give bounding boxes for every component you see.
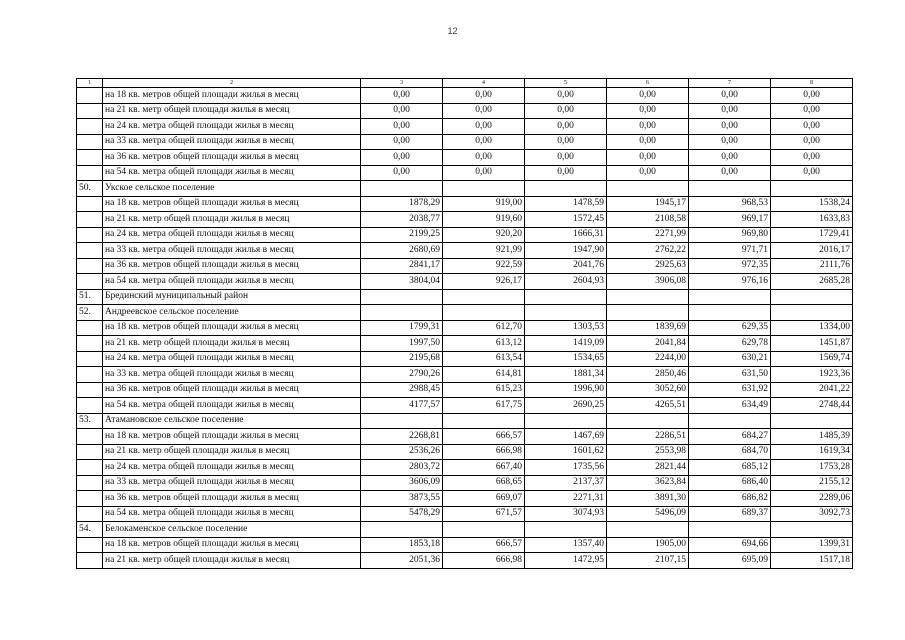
row-number-cell bbox=[77, 227, 103, 243]
row-label-cell: на 24 кв. метра общей площади жилья в месяц bbox=[103, 351, 361, 367]
value-cell-col-5: 0,00 bbox=[525, 165, 607, 181]
value-cell-col-4: 667,40 bbox=[443, 460, 525, 476]
row-label-cell: на 36 кв. метров общей площади жилья в месяц bbox=[103, 491, 361, 507]
value-cell-col-8: 1619,34 bbox=[771, 444, 853, 460]
row-number-cell bbox=[77, 103, 103, 119]
value-cell-col-6 bbox=[607, 413, 689, 429]
row-label-cell: на 33 кв. метра общей площади жилья в месяц bbox=[103, 134, 361, 150]
value-cell-col-8: 1753,28 bbox=[771, 460, 853, 476]
column-number-5: 5 bbox=[525, 79, 607, 88]
value-cell-col-3: 0,00 bbox=[361, 134, 443, 150]
value-cell-col-7: 0,00 bbox=[689, 150, 771, 166]
table-row bbox=[77, 491, 853, 507]
row-label-cell: на 24 кв. метра общей площади жилья в месяц bbox=[103, 460, 361, 476]
value-cell-col-6: 2553,98 bbox=[607, 444, 689, 460]
row-number-cell bbox=[77, 382, 103, 398]
value-cell-col-6 bbox=[607, 181, 689, 197]
row-label-cell: на 36 кв. метров общей площади жилья в месяц bbox=[103, 258, 361, 274]
value-cell-col-3: 5478,29 bbox=[361, 506, 443, 522]
value-cell-col-4: 617,75 bbox=[443, 398, 525, 414]
value-cell-col-3 bbox=[361, 305, 443, 321]
value-cell-col-4: 0,00 bbox=[443, 165, 525, 181]
column-number-1: 1 bbox=[77, 79, 103, 88]
value-cell-col-5: 1419,09 bbox=[525, 336, 607, 352]
row-number-cell bbox=[77, 336, 103, 352]
value-cell-col-3: 2988,45 bbox=[361, 382, 443, 398]
value-cell-col-3: 3873,55 bbox=[361, 491, 443, 507]
value-cell-col-5: 1472,95 bbox=[525, 553, 607, 569]
value-cell-col-6 bbox=[607, 305, 689, 321]
value-cell-col-5: 1996,90 bbox=[525, 382, 607, 398]
value-cell-col-4: 0,00 bbox=[443, 134, 525, 150]
value-cell-col-6 bbox=[607, 289, 689, 305]
value-cell-col-6: 1839,69 bbox=[607, 320, 689, 336]
table-row bbox=[77, 367, 853, 383]
table-row bbox=[77, 227, 853, 243]
value-cell-col-4: 0,00 bbox=[443, 103, 525, 119]
value-cell-col-5: 1572,45 bbox=[525, 212, 607, 228]
value-cell-col-5 bbox=[525, 522, 607, 538]
value-cell-col-3: 2680,69 bbox=[361, 243, 443, 259]
table-row bbox=[77, 134, 853, 150]
row-label-cell: на 36 кв. метров общей площади жилья в месяц bbox=[103, 382, 361, 398]
value-cell-col-5: 0,00 bbox=[525, 103, 607, 119]
row-label-cell: на 24 кв. метра общей площади жилья в месяц bbox=[103, 227, 361, 243]
table-row bbox=[77, 196, 853, 212]
value-cell-col-8 bbox=[771, 181, 853, 197]
value-cell-col-8 bbox=[771, 522, 853, 538]
table-row bbox=[77, 119, 853, 135]
row-label-cell: на 18 кв. метров общей площади жилья в месяц bbox=[103, 429, 361, 445]
row-number-cell bbox=[77, 398, 103, 414]
value-cell-col-3 bbox=[361, 413, 443, 429]
value-cell-col-5: 1357,40 bbox=[525, 537, 607, 553]
value-cell-col-4: 668,65 bbox=[443, 475, 525, 491]
value-cell-col-4: 0,00 bbox=[443, 119, 525, 135]
value-cell-col-6 bbox=[607, 522, 689, 538]
table-row bbox=[77, 274, 853, 290]
row-label-cell: на 54 кв. метра общей площади жилья в месяц bbox=[103, 165, 361, 181]
row-label-cell: на 36 кв. метров общей площади жилья в месяц bbox=[103, 150, 361, 166]
value-cell-col-4 bbox=[443, 522, 525, 538]
row-label-cell: на 21 кв. метр общей площади жилья в месяц bbox=[103, 212, 361, 228]
value-cell-col-3: 3804,04 bbox=[361, 274, 443, 290]
value-cell-col-8: 1729,41 bbox=[771, 227, 853, 243]
row-number-cell bbox=[77, 429, 103, 445]
row-label-cell: на 18 кв. метров общей площади жилья в месяц bbox=[103, 196, 361, 212]
value-cell-col-8 bbox=[771, 305, 853, 321]
column-number-4: 4 bbox=[443, 79, 525, 88]
value-cell-col-3: 2536,26 bbox=[361, 444, 443, 460]
row-number-cell bbox=[77, 537, 103, 553]
value-cell-col-7: 695,09 bbox=[689, 553, 771, 569]
section-title-cell: Укское сельское поселение bbox=[103, 181, 361, 197]
value-cell-col-5: 2041,76 bbox=[525, 258, 607, 274]
row-number-cell bbox=[77, 460, 103, 476]
value-cell-col-7: 0,00 bbox=[689, 165, 771, 181]
value-cell-col-3: 0,00 bbox=[361, 88, 443, 104]
row-number-cell bbox=[77, 506, 103, 522]
value-cell-col-8: 1923,36 bbox=[771, 367, 853, 383]
value-cell-col-6: 0,00 bbox=[607, 103, 689, 119]
value-cell-col-7: 971,71 bbox=[689, 243, 771, 259]
value-cell-col-7: 686,82 bbox=[689, 491, 771, 507]
value-cell-col-8: 2155,12 bbox=[771, 475, 853, 491]
table-row bbox=[77, 553, 853, 569]
value-cell-col-6: 2108,58 bbox=[607, 212, 689, 228]
value-cell-col-4: 919,60 bbox=[443, 212, 525, 228]
value-cell-col-4: 0,00 bbox=[443, 88, 525, 104]
value-cell-col-6: 0,00 bbox=[607, 88, 689, 104]
row-number-cell: 50. bbox=[77, 181, 103, 197]
table-row bbox=[77, 103, 853, 119]
table-row bbox=[77, 165, 853, 181]
value-cell-col-7: 0,00 bbox=[689, 88, 771, 104]
value-cell-col-8: 1538,24 bbox=[771, 196, 853, 212]
value-cell-col-5: 0,00 bbox=[525, 88, 607, 104]
row-number-cell bbox=[77, 444, 103, 460]
value-cell-col-5: 2690,25 bbox=[525, 398, 607, 414]
value-cell-col-6: 2107,15 bbox=[607, 553, 689, 569]
value-cell-col-5: 0,00 bbox=[525, 150, 607, 166]
value-cell-col-6: 2925,63 bbox=[607, 258, 689, 274]
value-cell-col-6: 3052,60 bbox=[607, 382, 689, 398]
row-label-cell: на 21 кв. метр общей площади жилья в месяц bbox=[103, 336, 361, 352]
value-cell-col-7: 631,92 bbox=[689, 382, 771, 398]
table-row bbox=[77, 336, 853, 352]
value-cell-col-8: 1399,31 bbox=[771, 537, 853, 553]
value-cell-col-7: 685,12 bbox=[689, 460, 771, 476]
value-cell-col-6: 0,00 bbox=[607, 165, 689, 181]
row-number-cell: 51. bbox=[77, 289, 103, 305]
value-cell-col-4: 615,23 bbox=[443, 382, 525, 398]
value-cell-col-8: 0,00 bbox=[771, 119, 853, 135]
value-cell-col-6: 2041,84 bbox=[607, 336, 689, 352]
value-cell-col-7: 968,53 bbox=[689, 196, 771, 212]
table-row bbox=[77, 88, 853, 104]
value-cell-col-7: 631,50 bbox=[689, 367, 771, 383]
value-cell-col-3: 0,00 bbox=[361, 150, 443, 166]
value-cell-col-5: 2604,93 bbox=[525, 274, 607, 290]
value-cell-col-3: 2038,77 bbox=[361, 212, 443, 228]
value-cell-col-7: 630,21 bbox=[689, 351, 771, 367]
row-number-cell: 53. bbox=[77, 413, 103, 429]
value-cell-col-6: 0,00 bbox=[607, 119, 689, 135]
table-row bbox=[77, 398, 853, 414]
value-cell-col-7: 689,37 bbox=[689, 506, 771, 522]
value-cell-col-4 bbox=[443, 413, 525, 429]
value-cell-col-7: 694,66 bbox=[689, 537, 771, 553]
value-cell-col-5 bbox=[525, 305, 607, 321]
value-cell-col-8: 2041,22 bbox=[771, 382, 853, 398]
value-cell-col-7: 686,40 bbox=[689, 475, 771, 491]
value-cell-col-3: 2199,25 bbox=[361, 227, 443, 243]
value-cell-col-5: 1735,56 bbox=[525, 460, 607, 476]
row-number-cell bbox=[77, 150, 103, 166]
value-cell-col-5: 1303,53 bbox=[525, 320, 607, 336]
value-cell-col-6: 2244,00 bbox=[607, 351, 689, 367]
value-cell-col-7: 0,00 bbox=[689, 103, 771, 119]
value-cell-col-4: 0,00 bbox=[443, 150, 525, 166]
row-number-cell bbox=[77, 134, 103, 150]
row-number-cell bbox=[77, 320, 103, 336]
value-cell-col-3: 3606,09 bbox=[361, 475, 443, 491]
table-row bbox=[77, 243, 853, 259]
row-label-cell: на 33 кв. метра общей площади жилья в месяц bbox=[103, 475, 361, 491]
value-cell-col-3 bbox=[361, 181, 443, 197]
value-cell-col-5: 2137,37 bbox=[525, 475, 607, 491]
value-cell-col-6: 3623,84 bbox=[607, 475, 689, 491]
value-cell-col-7: 684,70 bbox=[689, 444, 771, 460]
value-cell-col-5: 3074,93 bbox=[525, 506, 607, 522]
value-cell-col-5: 1947,90 bbox=[525, 243, 607, 259]
column-number-8: 8 bbox=[771, 79, 853, 88]
value-cell-col-4: 613,12 bbox=[443, 336, 525, 352]
value-cell-col-3: 2803,72 bbox=[361, 460, 443, 476]
table-row bbox=[77, 475, 853, 491]
table-row bbox=[77, 382, 853, 398]
value-cell-col-8: 1451,87 bbox=[771, 336, 853, 352]
value-cell-col-4: 920,20 bbox=[443, 227, 525, 243]
value-cell-col-7: 684,27 bbox=[689, 429, 771, 445]
value-cell-col-4: 666,57 bbox=[443, 537, 525, 553]
value-cell-col-6: 3891,30 bbox=[607, 491, 689, 507]
value-cell-col-7: 0,00 bbox=[689, 134, 771, 150]
value-cell-col-8: 2016,17 bbox=[771, 243, 853, 259]
value-cell-col-8: 0,00 bbox=[771, 88, 853, 104]
row-label-cell: на 54 кв. метра общей площади жилья в месяц bbox=[103, 506, 361, 522]
value-cell-col-8: 0,00 bbox=[771, 165, 853, 181]
value-cell-col-8: 1569,74 bbox=[771, 351, 853, 367]
tariff-table bbox=[76, 78, 853, 569]
row-number-cell bbox=[77, 88, 103, 104]
value-cell-col-8: 1633,83 bbox=[771, 212, 853, 228]
value-cell-col-7 bbox=[689, 305, 771, 321]
value-cell-col-6: 3906,08 bbox=[607, 274, 689, 290]
value-cell-col-3 bbox=[361, 289, 443, 305]
section-row bbox=[77, 522, 853, 538]
row-label-cell: на 33 кв. метра общей площади жилья в месяц bbox=[103, 367, 361, 383]
value-cell-col-3: 0,00 bbox=[361, 119, 443, 135]
value-cell-col-5: 2271,31 bbox=[525, 491, 607, 507]
value-cell-col-5: 0,00 bbox=[525, 119, 607, 135]
value-cell-col-4: 666,98 bbox=[443, 444, 525, 460]
value-cell-col-8: 1485,39 bbox=[771, 429, 853, 445]
value-cell-col-4: 922,59 bbox=[443, 258, 525, 274]
value-cell-col-3: 1799,31 bbox=[361, 320, 443, 336]
value-cell-col-6: 2271,99 bbox=[607, 227, 689, 243]
value-cell-col-8 bbox=[771, 413, 853, 429]
value-cell-col-8: 0,00 bbox=[771, 134, 853, 150]
row-number-cell bbox=[77, 475, 103, 491]
value-cell-col-5 bbox=[525, 413, 607, 429]
value-cell-col-3: 1878,29 bbox=[361, 196, 443, 212]
column-number-6: 6 bbox=[607, 79, 689, 88]
value-cell-col-4: 614,81 bbox=[443, 367, 525, 383]
value-cell-col-5: 1666,31 bbox=[525, 227, 607, 243]
row-label-cell: на 24 кв. метра общей площади жилья в месяц bbox=[103, 119, 361, 135]
value-cell-col-8: 2748,44 bbox=[771, 398, 853, 414]
value-cell-col-3: 2790,26 bbox=[361, 367, 443, 383]
value-cell-col-8: 0,00 bbox=[771, 103, 853, 119]
row-number-cell: 54. bbox=[77, 522, 103, 538]
value-cell-col-3: 0,00 bbox=[361, 103, 443, 119]
value-cell-col-6: 5496,09 bbox=[607, 506, 689, 522]
table-row bbox=[77, 444, 853, 460]
row-number-cell: 52. bbox=[77, 305, 103, 321]
value-cell-col-8: 1334,00 bbox=[771, 320, 853, 336]
value-cell-col-8: 3092,73 bbox=[771, 506, 853, 522]
value-cell-col-6: 0,00 bbox=[607, 150, 689, 166]
value-cell-col-3 bbox=[361, 522, 443, 538]
value-cell-col-7 bbox=[689, 289, 771, 305]
value-cell-col-7 bbox=[689, 522, 771, 538]
value-cell-col-6: 4265,51 bbox=[607, 398, 689, 414]
value-cell-col-4 bbox=[443, 305, 525, 321]
row-label-cell: на 54 кв. метра общей площади жилья в месяц bbox=[103, 274, 361, 290]
value-cell-col-8: 2111,76 bbox=[771, 258, 853, 274]
value-cell-col-5: 1467,69 bbox=[525, 429, 607, 445]
row-number-cell bbox=[77, 351, 103, 367]
row-label-cell: на 18 кв. метров общей площади жилья в месяц bbox=[103, 537, 361, 553]
row-label-cell: на 21 кв. метр общей площади жилья в месяц bbox=[103, 444, 361, 460]
value-cell-col-7: 969,17 bbox=[689, 212, 771, 228]
table-row bbox=[77, 150, 853, 166]
row-label-cell: на 33 кв. метра общей площади жилья в месяц bbox=[103, 243, 361, 259]
column-number-header-row bbox=[77, 79, 853, 88]
value-cell-col-8: 1517,18 bbox=[771, 553, 853, 569]
table-row bbox=[77, 460, 853, 476]
value-cell-col-5 bbox=[525, 181, 607, 197]
value-cell-col-4: 613,54 bbox=[443, 351, 525, 367]
value-cell-col-4: 666,98 bbox=[443, 553, 525, 569]
value-cell-col-5 bbox=[525, 289, 607, 305]
table-row bbox=[77, 429, 853, 445]
row-number-cell bbox=[77, 243, 103, 259]
table-row bbox=[77, 506, 853, 522]
value-cell-col-3: 1997,50 bbox=[361, 336, 443, 352]
row-number-cell bbox=[77, 367, 103, 383]
value-cell-col-7: 634,49 bbox=[689, 398, 771, 414]
value-cell-col-3: 0,00 bbox=[361, 165, 443, 181]
row-label-cell: на 21 кв. метр общей площади жилья в месяц bbox=[103, 553, 361, 569]
column-number-7: 7 bbox=[689, 79, 771, 88]
table-row bbox=[77, 537, 853, 553]
table-body bbox=[77, 79, 853, 569]
value-cell-col-7: 972,35 bbox=[689, 258, 771, 274]
value-cell-col-8 bbox=[771, 289, 853, 305]
value-cell-col-6: 2762,22 bbox=[607, 243, 689, 259]
row-label-cell: на 18 кв. метров общей площади жилья в месяц bbox=[103, 88, 361, 104]
section-title-cell: Брединский муниципальный район bbox=[103, 289, 361, 305]
value-cell-col-8: 2685,28 bbox=[771, 274, 853, 290]
value-cell-col-4: 669,07 bbox=[443, 491, 525, 507]
row-number-cell bbox=[77, 212, 103, 228]
section-title-cell: Атамановское сельское поселение bbox=[103, 413, 361, 429]
row-number-cell bbox=[77, 274, 103, 290]
value-cell-col-6: 1945,17 bbox=[607, 196, 689, 212]
row-label-cell: на 54 кв. метра общей площади жилья в месяц bbox=[103, 398, 361, 414]
row-number-cell bbox=[77, 196, 103, 212]
value-cell-col-7: 969,80 bbox=[689, 227, 771, 243]
value-cell-col-4: 666,57 bbox=[443, 429, 525, 445]
section-title-cell: Белокаменское сельское поселение bbox=[103, 522, 361, 538]
value-cell-col-3: 2268,81 bbox=[361, 429, 443, 445]
section-title-cell: Андреевское сельское поселение bbox=[103, 305, 361, 321]
value-cell-col-4: 926,17 bbox=[443, 274, 525, 290]
value-cell-col-4 bbox=[443, 181, 525, 197]
value-cell-col-4: 671,57 bbox=[443, 506, 525, 522]
value-cell-col-5: 1881,34 bbox=[525, 367, 607, 383]
value-cell-col-4: 612,70 bbox=[443, 320, 525, 336]
value-cell-col-3: 1853,18 bbox=[361, 537, 443, 553]
section-row bbox=[77, 181, 853, 197]
value-cell-col-5: 1601,62 bbox=[525, 444, 607, 460]
value-cell-col-7: 0,00 bbox=[689, 119, 771, 135]
section-row bbox=[77, 305, 853, 321]
table-row bbox=[77, 212, 853, 228]
value-cell-col-3: 2195,68 bbox=[361, 351, 443, 367]
value-cell-col-4 bbox=[443, 289, 525, 305]
value-cell-col-7 bbox=[689, 413, 771, 429]
value-cell-col-8: 0,00 bbox=[771, 150, 853, 166]
column-number-3: 3 bbox=[361, 79, 443, 88]
value-cell-col-7: 976,16 bbox=[689, 274, 771, 290]
value-cell-col-7: 629,78 bbox=[689, 336, 771, 352]
value-cell-col-8: 2289,06 bbox=[771, 491, 853, 507]
table-row bbox=[77, 258, 853, 274]
section-row bbox=[77, 413, 853, 429]
row-label-cell: на 18 кв. метров общей площади жилья в месяц bbox=[103, 320, 361, 336]
page-number: 12 bbox=[447, 26, 458, 36]
value-cell-col-7: 629,35 bbox=[689, 320, 771, 336]
value-cell-col-4: 919,00 bbox=[443, 196, 525, 212]
value-cell-col-3: 4177,57 bbox=[361, 398, 443, 414]
value-cell-col-6: 1905,00 bbox=[607, 537, 689, 553]
value-cell-col-6: 0,00 bbox=[607, 134, 689, 150]
value-cell-col-5: 0,00 bbox=[525, 134, 607, 150]
row-number-cell bbox=[77, 258, 103, 274]
table-row bbox=[77, 351, 853, 367]
section-row bbox=[77, 289, 853, 305]
table-row bbox=[77, 320, 853, 336]
value-cell-col-3: 2841,17 bbox=[361, 258, 443, 274]
value-cell-col-7 bbox=[689, 181, 771, 197]
row-number-cell bbox=[77, 553, 103, 569]
row-number-cell bbox=[77, 165, 103, 181]
row-number-cell bbox=[77, 119, 103, 135]
column-number-2: 2 bbox=[103, 79, 361, 88]
value-cell-col-3: 2051,36 bbox=[361, 553, 443, 569]
row-label-cell: на 21 кв. метр общей площади жилья в месяц bbox=[103, 103, 361, 119]
value-cell-col-6: 2286,51 bbox=[607, 429, 689, 445]
value-cell-col-5: 1478,59 bbox=[525, 196, 607, 212]
row-number-cell bbox=[77, 491, 103, 507]
value-cell-col-5: 1534,65 bbox=[525, 351, 607, 367]
value-cell-col-6: 2821,44 bbox=[607, 460, 689, 476]
value-cell-col-4: 921,99 bbox=[443, 243, 525, 259]
value-cell-col-6: 2850,46 bbox=[607, 367, 689, 383]
